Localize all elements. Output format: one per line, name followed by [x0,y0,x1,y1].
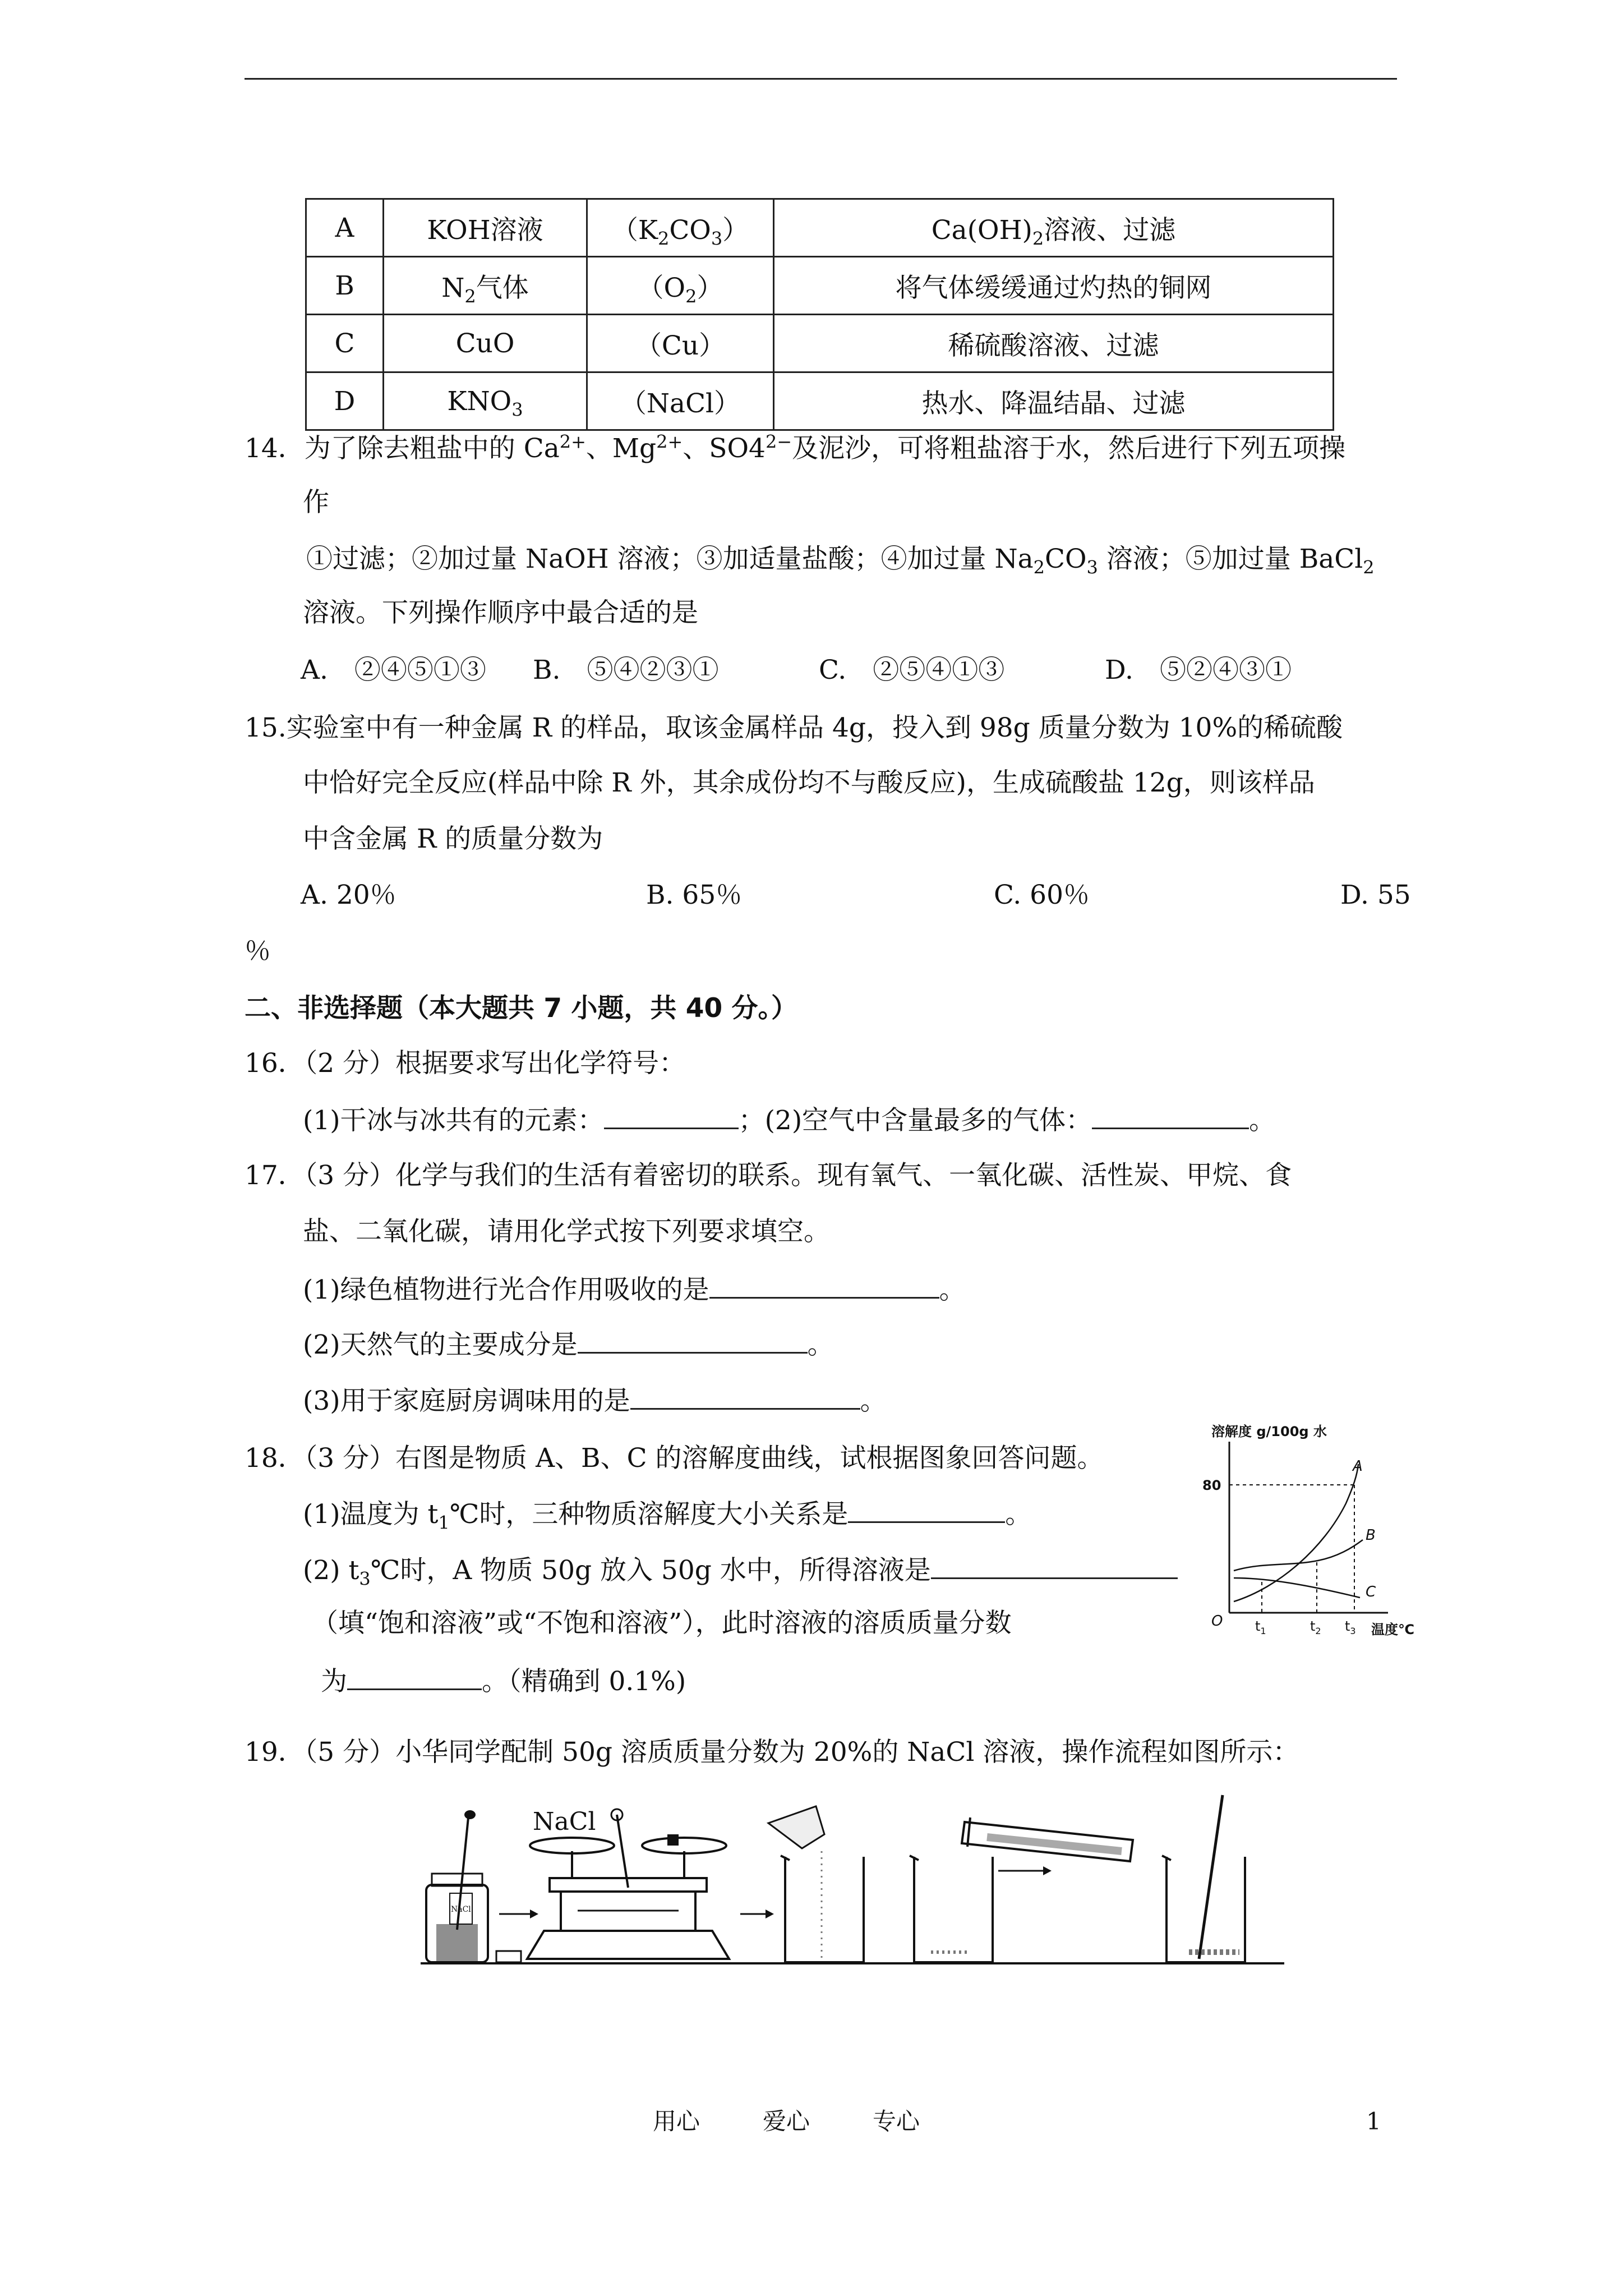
beaker-stirring [1162,1795,1245,1962]
q14-option-d: D. ⑤②④③① [1105,655,1292,685]
q16-line2 [303,1103,1275,1138]
arrow-1 [499,1910,538,1918]
curve-label-a: A [1353,1458,1363,1475]
q16-part1: (1)干冰与冰共有的元素： [303,1105,604,1136]
graph-origin: O [1211,1613,1223,1630]
graph-xlabel: 温度℃ [1371,1622,1415,1637]
q17-p2-end: 。 [807,1329,834,1360]
balance-label: NaCl [533,1807,596,1836]
q17-p3-text: (3)用于家庭厨房调味用的是 [303,1386,630,1416]
q18-p1-text: (1)温度为 $t_1℃$时，三种物质溶解度大小关系是 [303,1499,849,1534]
q14-option-b: B. ⑤④②③① [533,655,719,685]
q19-line1: 19．（5 分）小华同学配制 50g 溶质质量分数为 20%的 NaCl 溶液，操作流程如图所示： [245,1737,1299,1768]
curve-b [1234,1540,1363,1571]
row-label: A [306,199,384,257]
row-substance: $KNO_3$ [384,372,587,430]
q15-line1: 15.实验室中有一种金属 R 的样品，取该金属样品 4g，投入到 98g 质量分数为 10%的稀硫酸 [245,712,1343,743]
arrow-2 [740,1910,774,1918]
beaker-with-funnel [768,1806,864,1962]
q17-p1-end: 。 [939,1274,966,1305]
q18-p4 [321,1664,686,1699]
q15-option-d-wrap: ％ [245,936,271,967]
row-substance: KOH溶液 [384,199,587,257]
q14-line3: ①过滤；②加过量 NaOH 溶液；③加适量盐酸；④加过量 $Na_2CO_3$ 溶液；⑤加过量 BaCl$_2$ [306,544,1375,578]
q18-p4-suffix: 。（精确到 0.1%) [482,1666,686,1697]
graph-ylabel: 溶解度 g/100g 水 [1211,1424,1327,1439]
table-row [306,199,1334,257]
jar-label: NaCl [451,1905,471,1914]
q17-line1: 17．（3 分）化学与我们的生活有着密切的联系。现有氧气、一氧化碳、活性炭、甲烷、食 [245,1160,1292,1191]
table-row [306,257,1334,315]
q18-p1-end: 。 [1005,1499,1032,1530]
row-substance: CuO [384,315,587,372]
q17-p2 [303,1327,834,1362]
row-substance: $N_2$气体 [384,257,587,315]
q17-line2: 盐、二氧化碳，请用化学式按下列要求填空。 [303,1216,830,1247]
arrow-3 [998,1866,1052,1875]
curve-label-b: B [1366,1527,1376,1544]
section-heading: 二、非选择题（本大题共 7 小题，共 40 分。） [245,993,798,1024]
q18-p4-prefix: 为 [321,1666,347,1697]
q17-p3-end: 。 [860,1386,887,1416]
q14-option-a: A. ②④⑤①③ [301,655,486,685]
q18-blank2[interactable] [931,1553,1178,1579]
q17-p1-text: (1)绿色植物进行光合作用吸收的是 [303,1274,709,1305]
q15-line2: 中恰好完全反应(样品中除 R 外，其余成份均不与酸反应)，生成硫酸盐 12g，则该样品 [303,767,1315,798]
q14-line2: 作 [303,487,329,518]
q14-line4: 溶液。下列操作顺序中最合适的是 [303,597,698,628]
q14-option-c: C. ②⑤④①③ [819,655,1005,685]
footer-item-3: 专心 [873,2108,920,2135]
reagent-jar [426,1810,488,1962]
q17-p1 [303,1272,966,1307]
q17-blank2[interactable] [578,1327,808,1354]
q16-end: 。 [1249,1105,1276,1136]
q18-blank3[interactable] [347,1664,482,1690]
row-label: B [306,257,384,315]
q15-line3: 中含金属 R 的质量分数为 [303,823,603,854]
q15-option-d: D. 55 [1340,880,1411,910]
footer-item-2: 爱心 [763,2108,810,2135]
q16-line1: 16．（2 分）根据要求写出化学符号： [245,1048,686,1079]
q16-blank2[interactable] [1092,1103,1249,1129]
page-number: 1 [1366,2108,1381,2135]
q18-blank1[interactable] [848,1497,1005,1523]
q14-line1: 14．为了除去粗盐中的 $Ca^{2+}$、$Mg^{2+}$、$SO4^{2-}$及泥沙，可将粗盐溶于水，然后进行下列五项操 [245,431,1346,464]
q18-p1 [303,1497,1032,1534]
row-method: $Ca(OH)_2$溶液、过滤 [774,199,1334,257]
table-row [306,372,1334,430]
graph-xtick-t1: $t_1$ [1255,1618,1266,1636]
q18-p2-text: (2) $t_3℃$时，A 物质 50g 放入 50g 水中，所得溶液是 [303,1555,931,1590]
q18-line1: 18．（3 分）右图是物质 A、B、C 的溶解度曲线，试根据图象回答问题。 [245,1443,1104,1474]
footer-item-1: 用心 [653,2108,700,2135]
graph-xtick-t2: $t_2$ [1310,1618,1321,1636]
q15-option-b: B. 65％ [646,880,743,910]
row-label: D [306,372,384,430]
row-label: C [306,315,384,372]
q16-sep: ；(2)空气中含量最多的气体： [738,1105,1092,1136]
row-method: 热水、降温结晶、过滤 [774,372,1334,430]
row-impurity: （Cu） [587,315,774,372]
row-impurity: $(O_2)$ [587,257,774,315]
q18-p3: （填“饱和溶液”或“不饱和溶液”），此时溶液的溶质质量分数 [312,1608,1012,1639]
q17-blank3[interactable] [630,1383,860,1410]
row-method: 将气体缓缓通过灼热的铜网 [774,257,1334,315]
q18-p2 [303,1553,1178,1588]
row-impurity: $(K_2CO_3)$ [587,199,774,257]
header-rule [245,78,1397,80]
q15-option-c: C. 60％ [994,880,1090,910]
table-row [306,315,1334,372]
graph-xtick-t3: $t_3$ [1345,1618,1356,1636]
curve-label-c: C [1366,1584,1376,1600]
balance-scale [527,1807,729,1959]
procedure-figure [415,1784,1290,1975]
solubility-graph [1195,1419,1430,1655]
options-table [305,198,1334,431]
row-impurity: （NaCl） [587,372,774,430]
q17-blank1[interactable] [709,1272,939,1299]
row-method: 稀硫酸溶液、过滤 [774,315,1334,372]
graph-ytick: 80 [1202,1478,1221,1493]
q17-p2-text: (2)天然气的主要成分是 [303,1329,578,1360]
q17-p3 [303,1383,887,1418]
weighing-dish [496,1951,521,1962]
beaker-pouring-water [910,1818,1133,1962]
q15-option-a: A. 20％ [301,880,396,910]
q16-blank1[interactable] [604,1103,739,1129]
